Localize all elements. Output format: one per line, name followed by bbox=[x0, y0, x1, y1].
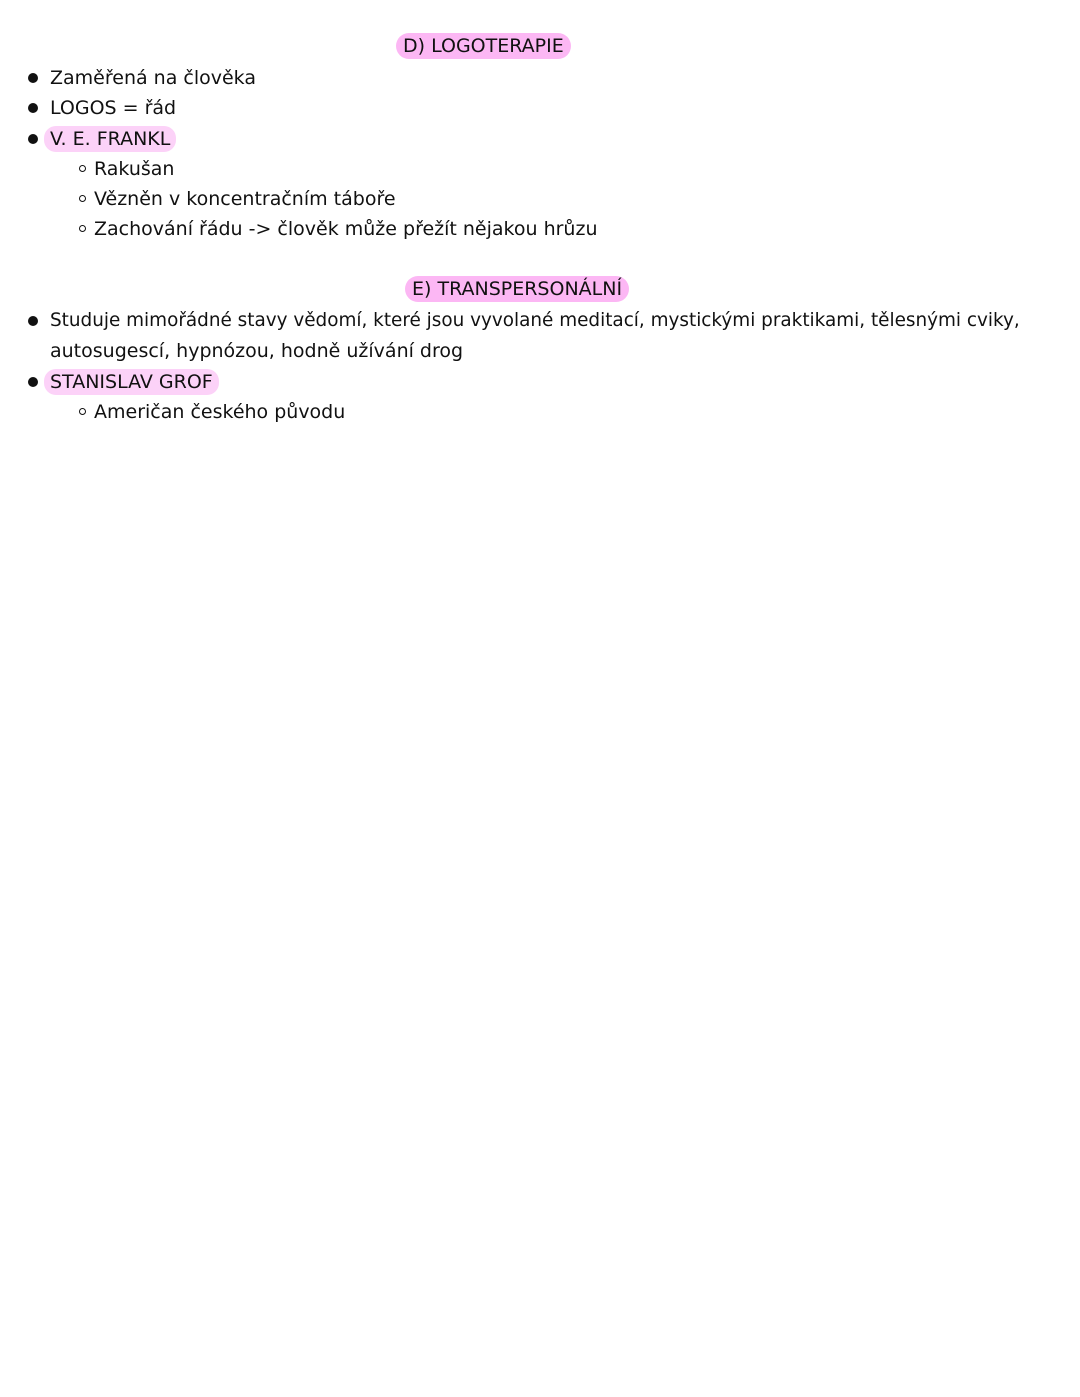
sub-list-item: Rakušan bbox=[94, 158, 175, 180]
sub-bullet-icon bbox=[79, 225, 86, 232]
list-item: LOGOS = řád bbox=[50, 97, 177, 119]
highlighted-name: STANISLAV GROF bbox=[44, 369, 219, 395]
list-item-line-1: Studuje mimořádné stavy vědomí, které jsou vyvolané meditací, mystickými praktikami, tělesnými cviky, bbox=[50, 310, 1020, 331]
bullet-icon bbox=[28, 134, 38, 144]
bullet-icon bbox=[28, 73, 38, 83]
sub-bullet-icon bbox=[79, 165, 86, 172]
sub-list-item: Vězněn v koncentračním táboře bbox=[94, 188, 396, 210]
sub-list-item: Američan českého původu bbox=[94, 401, 346, 423]
list-item-line-2: autosugescí, hypnózou, hodně užívání drog bbox=[50, 340, 464, 362]
sub-bullet-icon bbox=[79, 408, 86, 415]
section-heading: E) TRANSPERSONÁLNÍ bbox=[405, 276, 629, 302]
section-e-heading-row bbox=[0, 276, 1080, 306]
section-heading: D) LOGOTERAPIE bbox=[396, 33, 571, 59]
section-d-heading-row bbox=[0, 33, 1080, 63]
highlighted-name: V. E. FRANKL bbox=[44, 126, 176, 152]
bullet-icon bbox=[28, 103, 38, 113]
bullet-icon bbox=[28, 377, 38, 387]
bullet-icon bbox=[28, 316, 38, 326]
sub-list-item: Zachování řádu -> člověk může přežít nějakou hrůzu bbox=[94, 218, 598, 240]
list-item: Zaměřená na člověka bbox=[50, 67, 256, 89]
sub-bullet-icon bbox=[79, 195, 86, 202]
